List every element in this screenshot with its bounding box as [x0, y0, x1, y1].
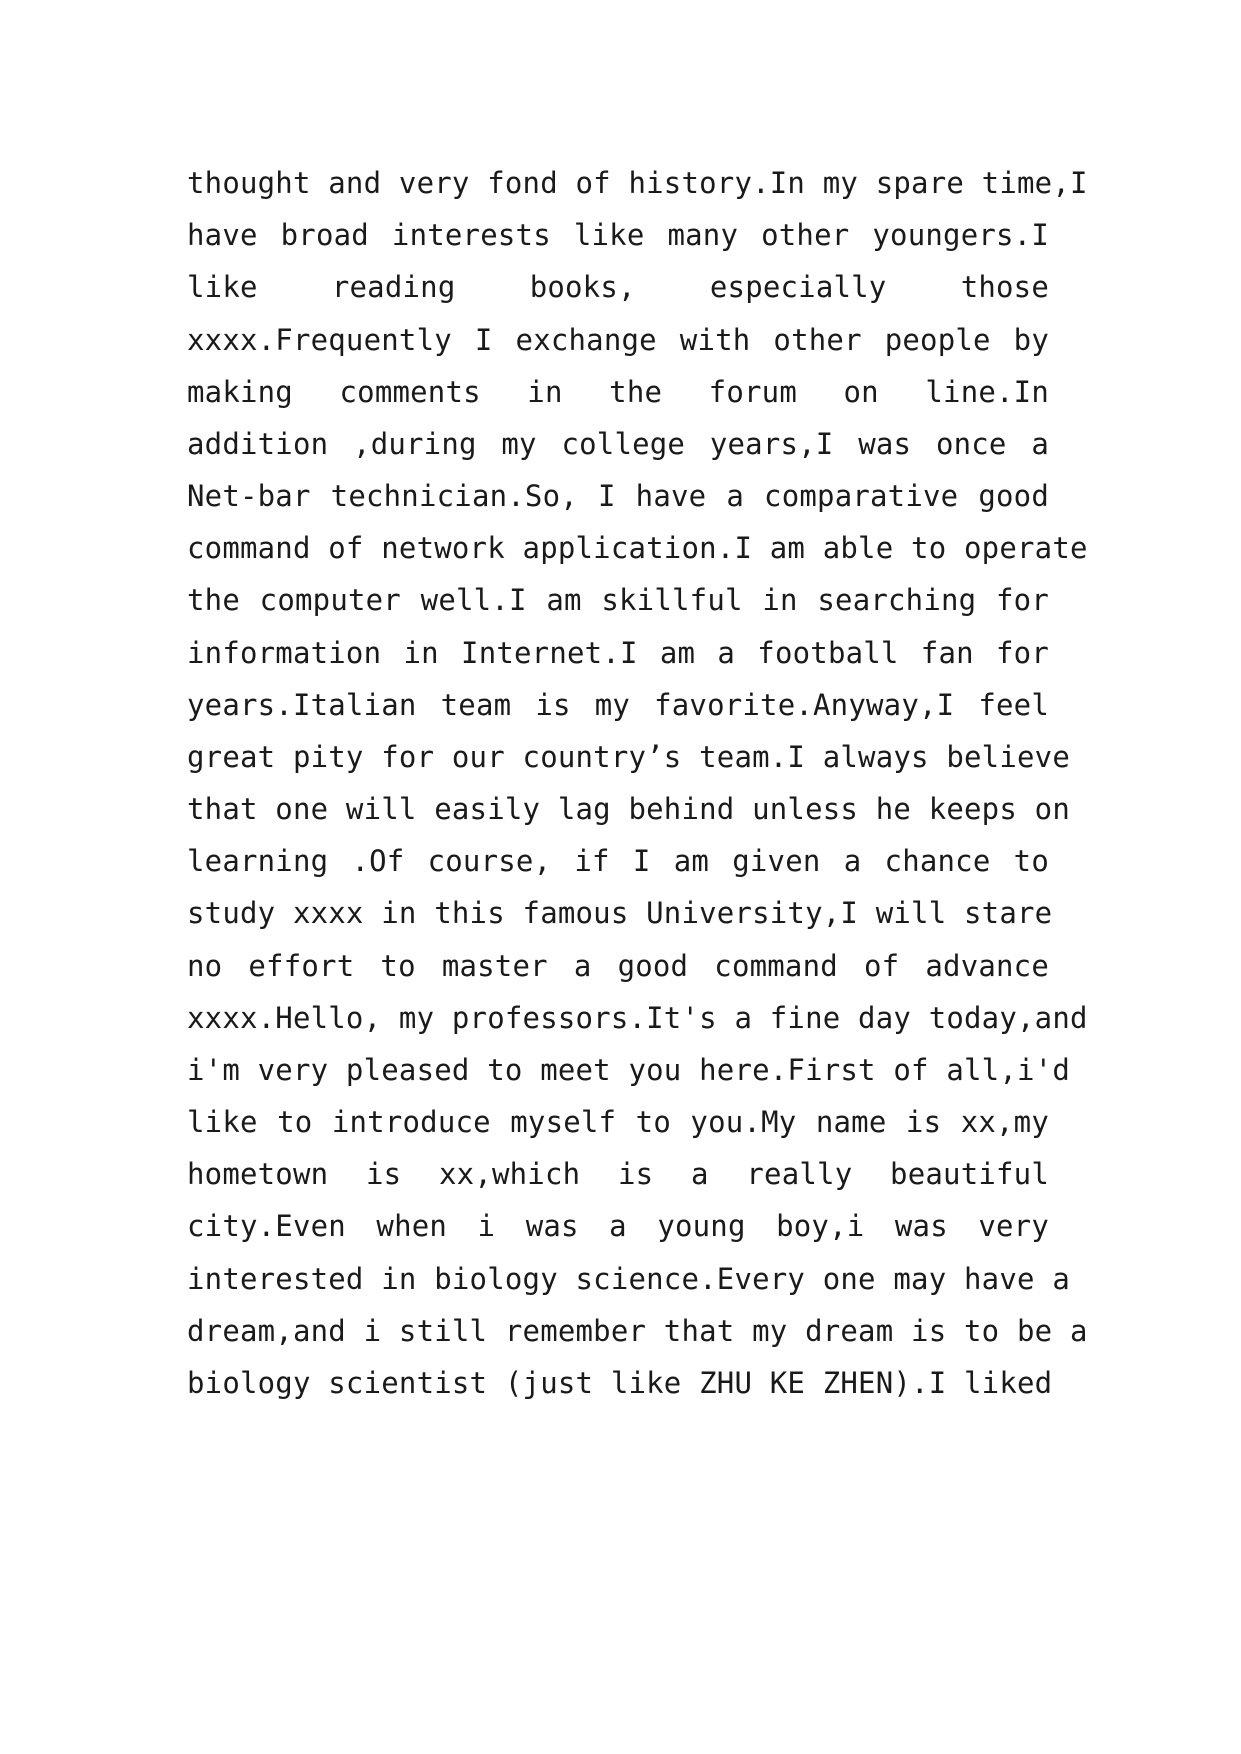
- text-line: city.Even when i was a young boy,i was very: [187, 1209, 1049, 1243]
- text-line: xxxx.Hello, my professors.It's a fine day today,and: [187, 1001, 1088, 1035]
- text-line: thought and very fond of history.In my spare time,I: [187, 166, 1088, 200]
- text-line: great pity for our country’s team.I always believe: [187, 740, 1070, 774]
- text-line: information in Internet.I am a football fan for: [187, 636, 1049, 670]
- text-line: no effort to master a good command of advance: [187, 949, 1049, 983]
- text-line: like reading books, especially those: [187, 270, 1049, 304]
- text-line: years.Italian team is my favorite.Anyway,I feel: [187, 688, 1049, 722]
- text-line: making comments in the forum on line.In: [187, 375, 1049, 409]
- text-line: study xxxx in this famous University,I will stare: [187, 896, 1053, 930]
- text-line: i'm very pleased to meet you here.First of all,i'd: [187, 1053, 1070, 1087]
- text-line: dream,and i still remember that my dream is to be a: [187, 1314, 1088, 1348]
- text-line: that one will easily lag behind unless he keeps on: [187, 792, 1070, 826]
- text-line: command of network application.I am able to operate: [187, 531, 1088, 565]
- text-line: addition ,during my college years,I was once a: [187, 427, 1049, 461]
- text-line: have broad interests like many other youngers.I: [187, 218, 1049, 252]
- text-line: interested in biology science.Every one may have a: [187, 1262, 1070, 1296]
- text-line: like to introduce myself to you.My name is xx,my: [187, 1105, 1049, 1139]
- text-line: the computer well.I am skillful in searching for: [187, 583, 1049, 617]
- text-line: Net-bar technician.So, I have a comparative good: [187, 479, 1049, 513]
- text-line: biology scientist (just like ZHU KE ZHEN).I liked: [187, 1366, 1053, 1400]
- text-line: xxxx.Frequently I exchange with other people by: [187, 323, 1049, 357]
- text-line: learning .Of course, if I am given a chance to: [187, 844, 1049, 878]
- text-line: hometown is xx,which is a really beautiful: [187, 1157, 1049, 1191]
